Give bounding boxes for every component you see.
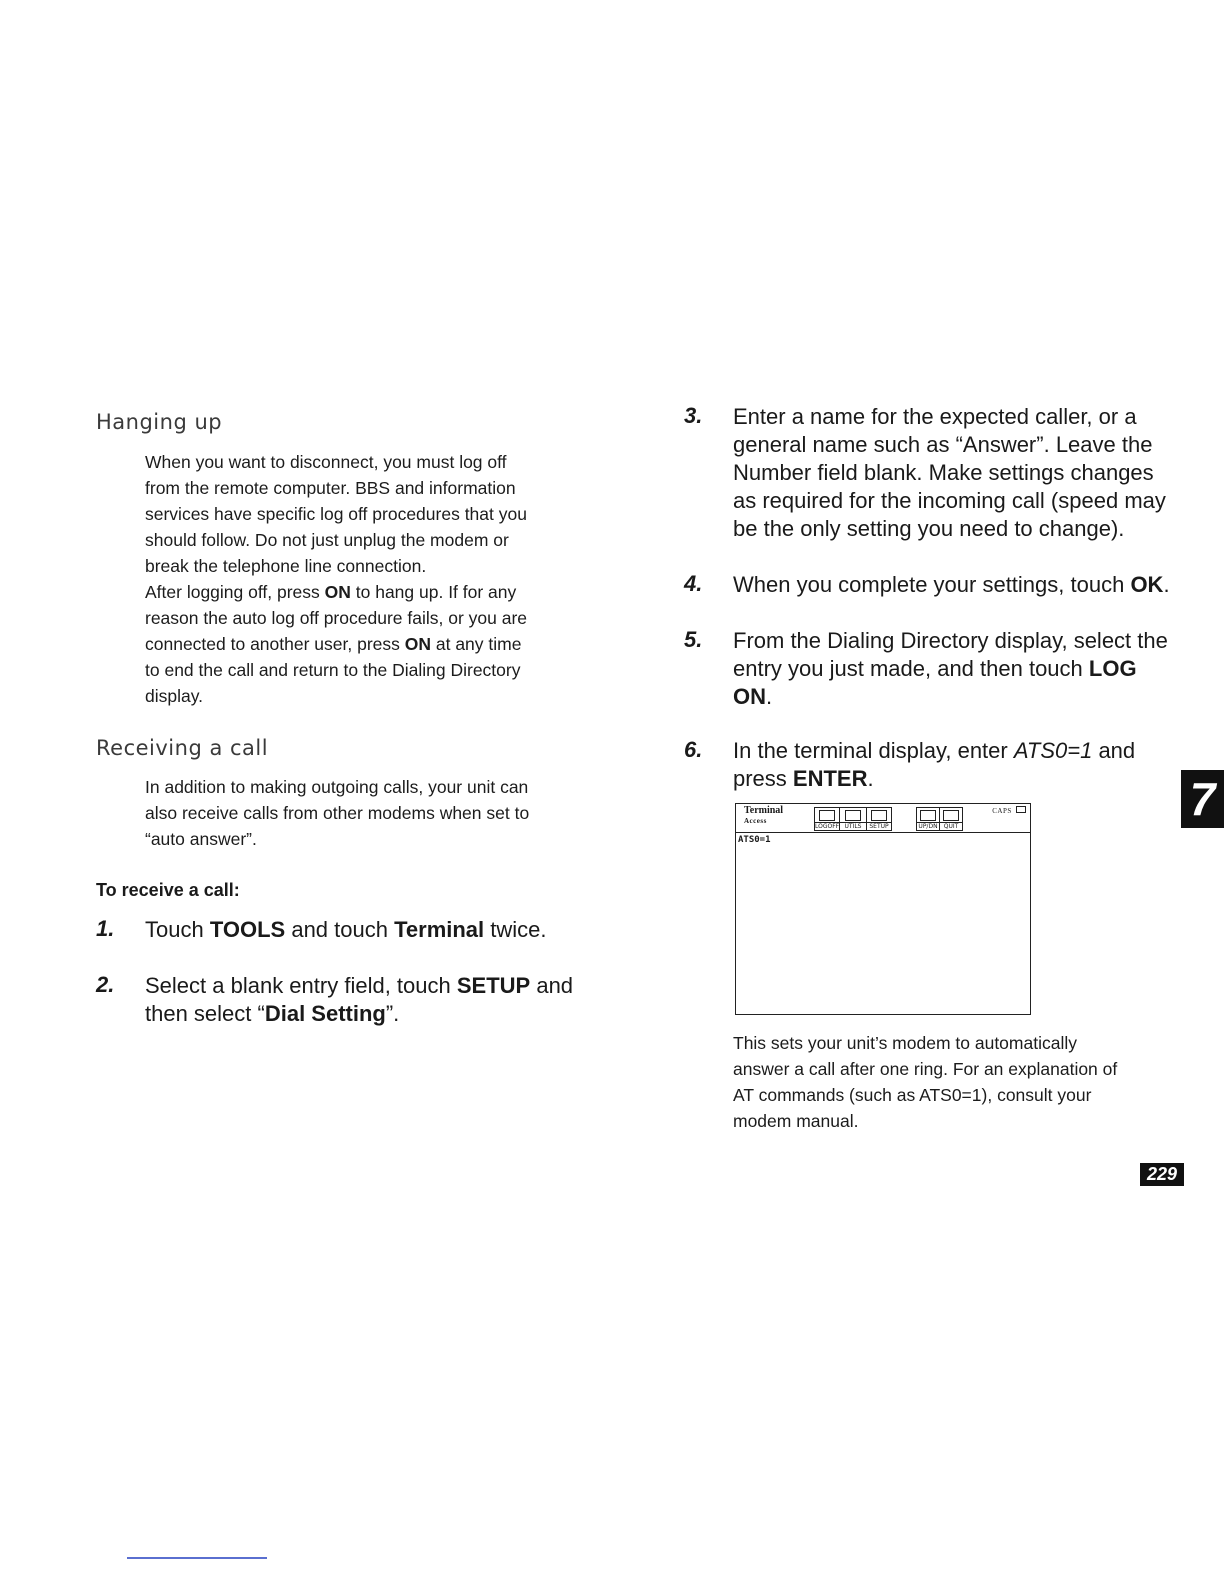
- logoff-button: LOGOFF: [814, 807, 840, 831]
- step-text: From the Dialing Directory display, select the entry you just made, and then touch LOG ON.: [733, 628, 1168, 709]
- page-number: 229: [1140, 1163, 1184, 1186]
- text-line: break the telephone line connection.: [145, 556, 427, 576]
- step-number: 2.: [96, 972, 115, 997]
- text-line: “auto answer”.: [145, 829, 257, 849]
- quit-icon: [943, 810, 959, 821]
- text-line: connected to another user, press ON at any time: [145, 634, 522, 654]
- text-line: services have specific log off procedures that you: [145, 504, 527, 524]
- text-line: reason the auto log off procedure fails, or you are: [145, 608, 528, 628]
- setup-icon: [871, 810, 887, 821]
- utils-button: UTILS: [839, 807, 867, 831]
- updn-icon: [920, 810, 936, 821]
- step-text: In the terminal display, enter ATS0=1 and press ENTER.: [733, 738, 1136, 791]
- battery-icon: [1016, 806, 1026, 813]
- step-number: 4.: [684, 571, 703, 596]
- text-line: AT commands (such as ATS0=1), consult your: [733, 1085, 1092, 1105]
- section-heading-receiving: Receiving a call: [96, 736, 269, 760]
- terminal-toolbar: [736, 804, 1030, 833]
- text-line: from the remote computer. BBS and information: [145, 478, 516, 498]
- note-paragraph: [733, 1030, 1117, 1134]
- text-line: This sets your unit’s modem to automatically: [733, 1033, 1077, 1053]
- terminal-title: Terminal Access: [744, 805, 784, 825]
- terminal-output-line: ATS0=1: [738, 835, 771, 845]
- step-text: Select a blank entry field, touch SETUP and then select “Dial Setting”.: [145, 973, 574, 1026]
- step-text: Touch TOOLS and touch Terminal twice.: [145, 917, 547, 942]
- step-number: 5.: [684, 627, 703, 652]
- text-line: to end the call and return to the Dialing Directory: [145, 660, 521, 680]
- step-number: 1.: [96, 916, 115, 941]
- utils-icon: [845, 810, 861, 821]
- text-line: should follow. Do not just unplug the modem or: [145, 530, 509, 550]
- footer-rule: [127, 1557, 267, 1559]
- subheading-to-receive: To receive a call:: [96, 880, 240, 900]
- updn-button: UP/DN: [916, 807, 940, 831]
- hanging-up-paragraph: [145, 449, 527, 709]
- text-line: also receive calls from other modems when set to: [145, 803, 530, 823]
- setup-button: SETUP: [866, 807, 892, 831]
- text-line: After logging off, press ON to hang up. If for any: [145, 582, 517, 602]
- chapter-tab: 7: [1181, 770, 1224, 828]
- text-line: When you want to disconnect, you must log off: [145, 452, 507, 472]
- step-number: 3.: [684, 403, 703, 428]
- text-line: display.: [145, 686, 204, 706]
- step-text: Enter a name for the expected caller, or a general name such as “Answer”. Leave the Number field blank. Make settings changes as required for the incoming call (speed may be the only setting you need to change).: [733, 404, 1166, 541]
- section-heading-hanging-up: Hanging up: [96, 410, 223, 434]
- text-line: answer a call after one ring. For an explanation of: [733, 1059, 1118, 1079]
- quit-button: QUIT: [939, 807, 963, 831]
- terminal-screen-figure: [735, 803, 1031, 1015]
- step-number: 6.: [684, 737, 703, 762]
- receiving-paragraph: [145, 774, 529, 852]
- text-line: modem manual.: [733, 1111, 859, 1131]
- text-line: In addition to making outgoing calls, your unit can: [145, 777, 529, 797]
- step-text: When you complete your settings, touch OK.: [733, 572, 1170, 597]
- logoff-icon: [819, 810, 835, 821]
- caps-indicator: CAPS: [992, 806, 1026, 815]
